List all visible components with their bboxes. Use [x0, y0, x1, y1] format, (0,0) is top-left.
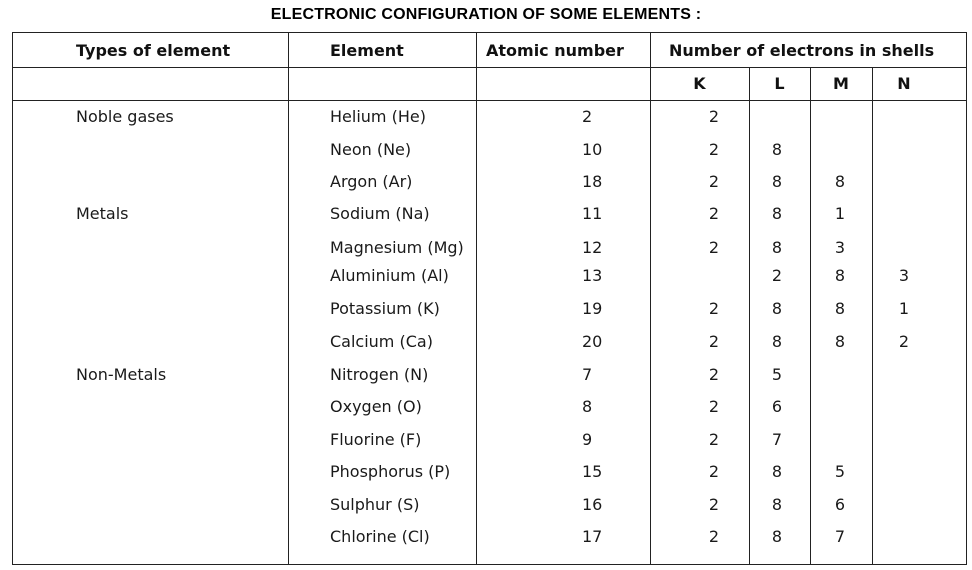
shell-k-value: 2	[708, 332, 720, 351]
column-divider-l	[749, 67, 750, 565]
shell-l-value: 7	[771, 430, 783, 449]
shell-k-value: 2	[708, 462, 720, 481]
shell-l-value: 8	[771, 299, 783, 318]
shell-l-value: 8	[771, 204, 783, 223]
shell-l-value: 5	[771, 365, 783, 384]
shell-k-value: 2	[708, 430, 720, 449]
atomic-number: 11	[582, 204, 603, 223]
shell-m-value: 7	[834, 527, 846, 546]
shell-m-value: 8	[834, 332, 846, 351]
element-name: Helium (He)	[330, 107, 426, 126]
shell-k-value: 2	[708, 365, 720, 384]
shell-m-value: 8	[834, 299, 846, 318]
header-shell-n: N	[897, 74, 911, 93]
column-divider-n	[872, 67, 873, 565]
element-name: Calcium (Ca)	[330, 332, 433, 351]
shell-subheader-divider	[12, 100, 967, 101]
shell-m-value: 6	[834, 495, 846, 514]
shell-n-value: 2	[898, 332, 910, 351]
column-divider-m	[810, 67, 811, 565]
table-top-border	[12, 32, 967, 33]
page-title: ELECTRONIC CONFIGURATION OF SOME ELEMENTS :	[270, 6, 702, 23]
shell-l-value: 2	[771, 266, 783, 285]
shell-l-value: 8	[771, 332, 783, 351]
atomic-number: 13	[582, 266, 603, 285]
column-divider-atomic-number	[476, 32, 477, 565]
element-name: Aluminium (Al)	[330, 266, 449, 285]
element-name: Sodium (Na)	[330, 204, 430, 223]
element-name: Neon (Ne)	[330, 140, 412, 159]
element-name: Nitrogen (N)	[330, 365, 429, 384]
header-number-of-electrons-in-shells: Number of electrons in shells	[669, 41, 935, 60]
shell-k-value: 2	[708, 299, 720, 318]
atomic-number: 9	[582, 430, 593, 449]
element-name: Sulphur (S)	[330, 495, 420, 514]
shell-k-value: 2	[708, 527, 720, 546]
element-name: Fluorine (F)	[330, 430, 422, 449]
atomic-number: 19	[582, 299, 603, 318]
atomic-number: 20	[582, 332, 603, 351]
atomic-number: 17	[582, 527, 603, 546]
shell-k-value: 2	[708, 495, 720, 514]
shell-l-value: 8	[771, 140, 783, 159]
type-label-metals: Metals	[76, 204, 129, 223]
header-atomic-number: Atomic number	[486, 41, 624, 60]
atomic-number: 10	[582, 140, 603, 159]
shell-k-value: 2	[708, 204, 720, 223]
element-name: Chlorine (Cl)	[330, 527, 430, 546]
header-shell-m: M	[833, 74, 849, 93]
header-divider	[12, 67, 967, 68]
header-shell-k: K	[693, 74, 706, 93]
atomic-number: 18	[582, 172, 603, 191]
shell-n-value: 3	[898, 266, 910, 285]
atomic-number: 12	[582, 238, 603, 257]
type-label-noble-gases: Noble gases	[76, 107, 174, 126]
shell-k-value: 2	[708, 238, 720, 257]
atomic-number: 15	[582, 462, 603, 481]
element-name: Potassium (K)	[330, 299, 440, 318]
shell-n-value: 1	[898, 299, 910, 318]
atomic-number: 16	[582, 495, 603, 514]
column-divider-shells	[650, 32, 651, 565]
element-name: Oxygen (O)	[330, 397, 422, 416]
shell-k-value: 2	[708, 397, 720, 416]
table-left-border	[12, 32, 13, 565]
shell-l-value: 8	[771, 462, 783, 481]
shell-l-value: 6	[771, 397, 783, 416]
shell-k-value: 2	[708, 107, 720, 126]
shell-l-value: 8	[771, 527, 783, 546]
table-bottom-border	[12, 564, 967, 565]
header-shell-l: L	[774, 74, 785, 93]
shell-l-value: 8	[771, 238, 783, 257]
element-name: Phosphorus (P)	[330, 462, 451, 481]
element-name: Argon (Ar)	[330, 172, 413, 191]
shell-m-value: 5	[834, 462, 846, 481]
header-element: Element	[330, 41, 404, 60]
element-name: Magnesium (Mg)	[330, 238, 464, 257]
table-right-border	[966, 32, 967, 565]
header-types-of-element: Types of element	[76, 41, 231, 60]
atomic-number: 2	[582, 107, 593, 126]
shell-l-value: 8	[771, 172, 783, 191]
shell-m-value: 8	[834, 172, 846, 191]
shell-k-value: 2	[708, 140, 720, 159]
shell-m-value: 3	[834, 238, 846, 257]
atomic-number: 8	[582, 397, 593, 416]
shell-k-value: 2	[708, 172, 720, 191]
shell-l-value: 8	[771, 495, 783, 514]
column-divider-element	[288, 32, 289, 565]
shell-m-value: 1	[834, 204, 846, 223]
type-label-non-metals: Non-Metals	[76, 365, 167, 384]
atomic-number: 7	[582, 365, 593, 384]
shell-m-value: 8	[834, 266, 846, 285]
